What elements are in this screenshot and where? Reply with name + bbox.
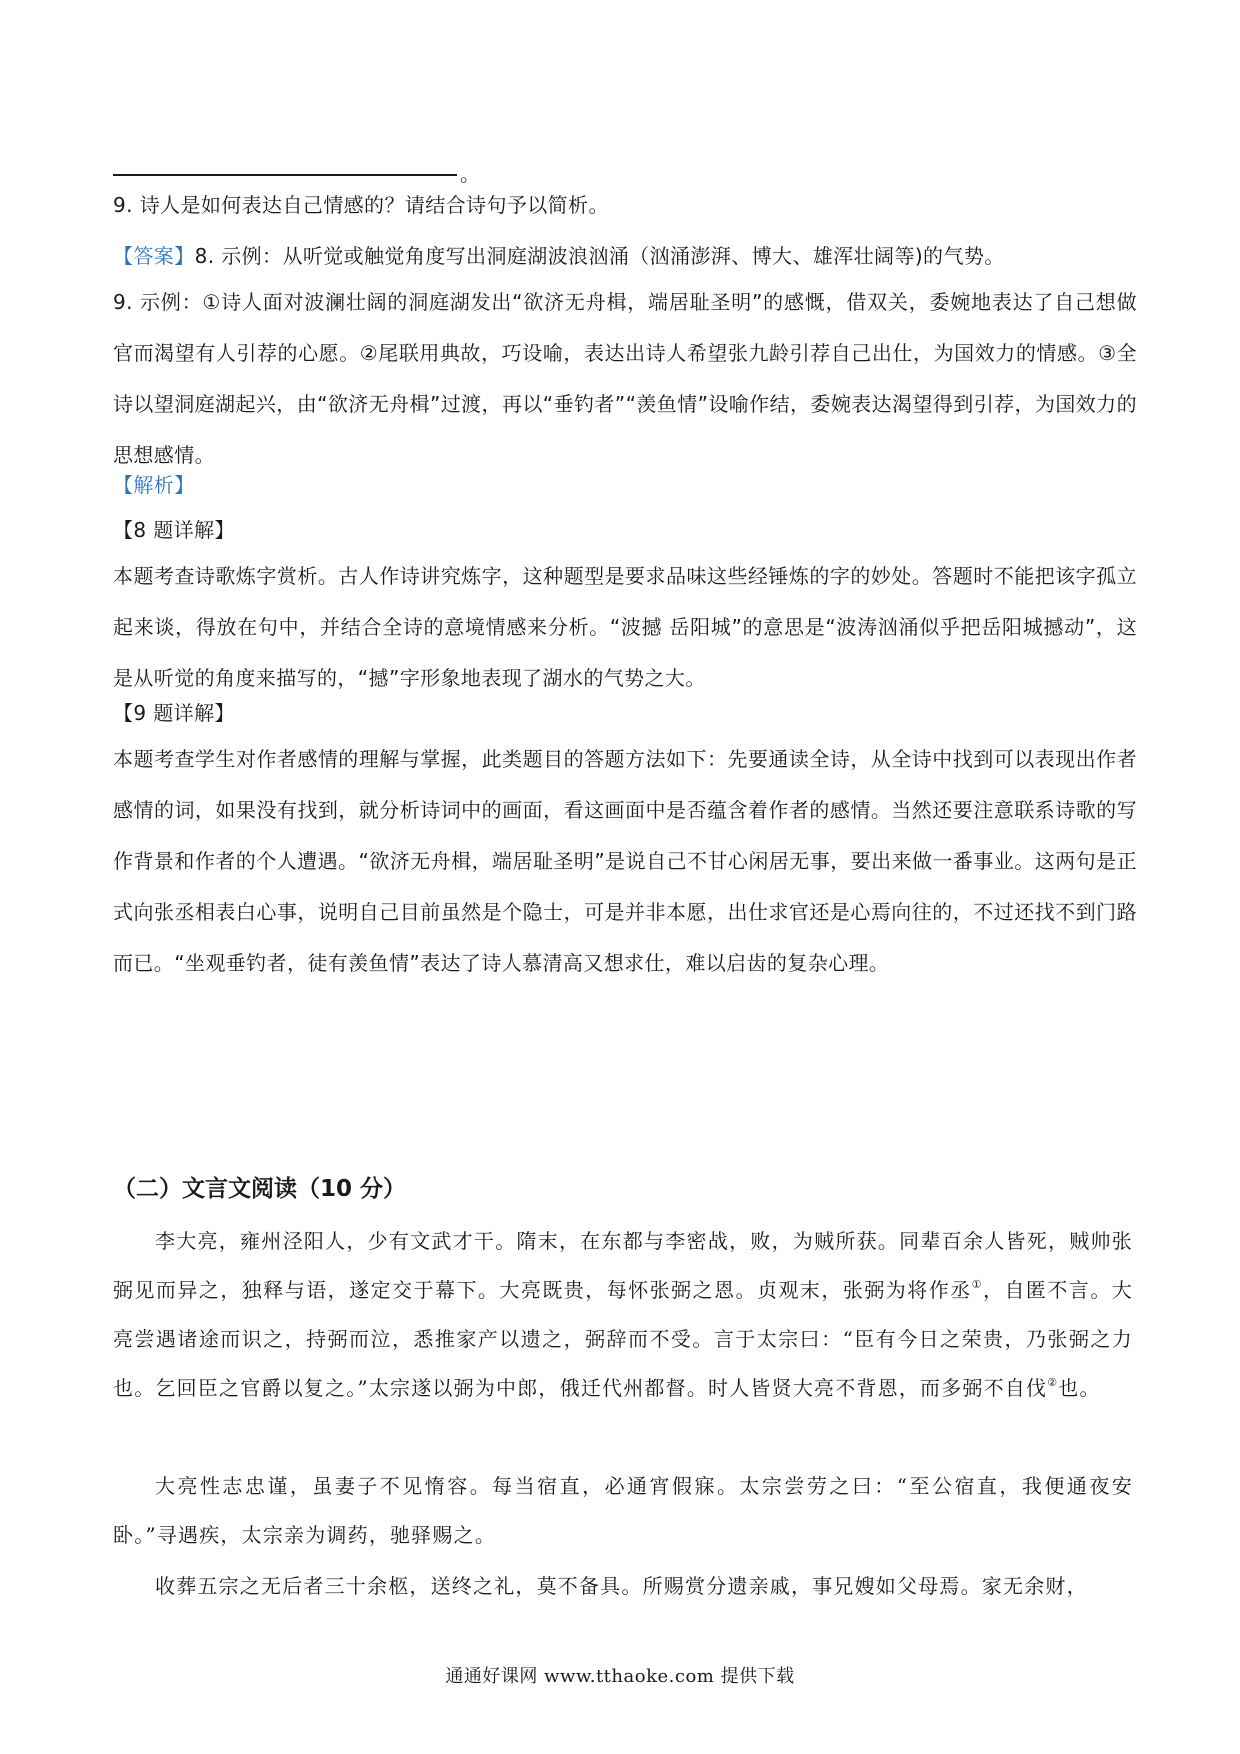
page-footer: 通通好课网 www.tthaoke.com 提供下载 — [445, 1666, 795, 1687]
question-9: 9. 诗人是如何表达自己情感的？请结合诗句予以简析。 — [113, 193, 609, 217]
q8-detail-heading: 【8 题详解】 — [113, 518, 235, 542]
footnote-marker-2: ② — [1047, 1376, 1059, 1389]
answer-tag: 【答案】 — [113, 244, 195, 268]
section-heading-classical: （二）文言文阅读（10 分） — [113, 1176, 407, 1202]
answer-8 — [113, 231, 1137, 282]
answer-blank-line — [113, 174, 457, 176]
classical-paragraph-1: 李大亮，雍州泾阳人，少有文武才干。隋末，在东都与李密战，败，为贼所获。同辈百余人皆死，贼帅张弼见而异之，独释与语，遂定交于幕下。大亮既贵，每怀张弼之恩。贞观末，张弼为将作丞①，自匿不言。大亮尝遇诸途而识之，持弼而泣，悉推家产以遗之，弼辞而不受。言于太宗曰：“臣有今日之荣贵，乃张弼之力也。乞回臣之官爵以复之。”太宗遂以弼为中郎，俄迁代州都督。时人皆贤大亮不背恩，而多弼不自伐②也。 — [113, 1229, 1133, 1400]
answer-8-text: 8. 示例：从听觉或触觉角度写出洞庭湖波浪汹涌（汹涌澎湃、博大、雄浑壮阔等)的气势。 — [194, 244, 1005, 268]
q9-detail-heading: 【9 题详解】 — [113, 701, 235, 725]
classical-paragraph-2: 大亮性志忠谨，虽妻子不见惰容。每当宿直，必通宵假寐。太宗尝劳之曰：“至公宿直，我便通夜安卧。”寻遇疾，太宗亲为调药，驰驿赐之。 — [113, 1474, 1133, 1547]
classical-paragraph-3: 收葬五宗之无后者三十余柩，送终之礼，莫不备具。所赐赏分遗亲戚，事兄嫂如父母焉。家无余财， — [155, 1574, 1088, 1598]
q8-detail-text: 本题考查诗歌炼字赏析。古人作诗讲究炼字，这种题型是要求品味这些经锤炼的字的妙处。答题时不能把该字孤立起来谈，得放在句中，并结合全诗的意境情感来分析。“波撼 岳阳城”的意思是“波涛汹涌似乎把岳阳城撼动”，这是从听觉的角度来描写的，“撼”字形象地表现了湖水的气势之大。 — [113, 564, 1137, 690]
answer-9: 9. 示例：①诗人面对波澜壮阔的洞庭湖发出“欲济无舟楫，端居耻圣明”的感慨，借双关，委婉地表达了自己想做官而渴望有人引荐的心愿。②尾联用典故，巧设喻，表达出诗人希望张九龄引荐自己出仕，为国效力的情感。③全诗以望洞庭湖起兴，由“欲济无舟楫”过渡，再以“垂钓者”“羡鱼情”设喻作结，委婉表达渴望得到引荐，为国效力的思想感情。 — [113, 290, 1137, 467]
footnote-marker-1: ① — [971, 1278, 983, 1291]
blank-period: 。 — [460, 162, 480, 186]
q9-detail-text: 本题考查学生对作者感情的理解与掌握，此类题目的答题方法如下：先要通读全诗，从全诗中找到可以表现出作者感情的词，如果没有找到，就分析诗词中的画面，看这画面中是否蕴含着作者的感情。当然还要注意联系诗歌的写作背景和作者的个人遭遇。“欲济无舟楫，端居耻圣明”是说自己不甘心闲居无事，要出来做一番事业。这两句是正式向张丞相表白心事，说明自己目前虽然是个隐士，可是并非本愿，出仕求官还是心焉向往的，不过还找不到门路而已。“坐观垂钓者，徒有羡鱼情”表达了诗人慕清高又想求仕，难以启齿的复杂心理。 — [113, 747, 1137, 975]
analysis-tag: 【解析】 — [113, 473, 195, 497]
